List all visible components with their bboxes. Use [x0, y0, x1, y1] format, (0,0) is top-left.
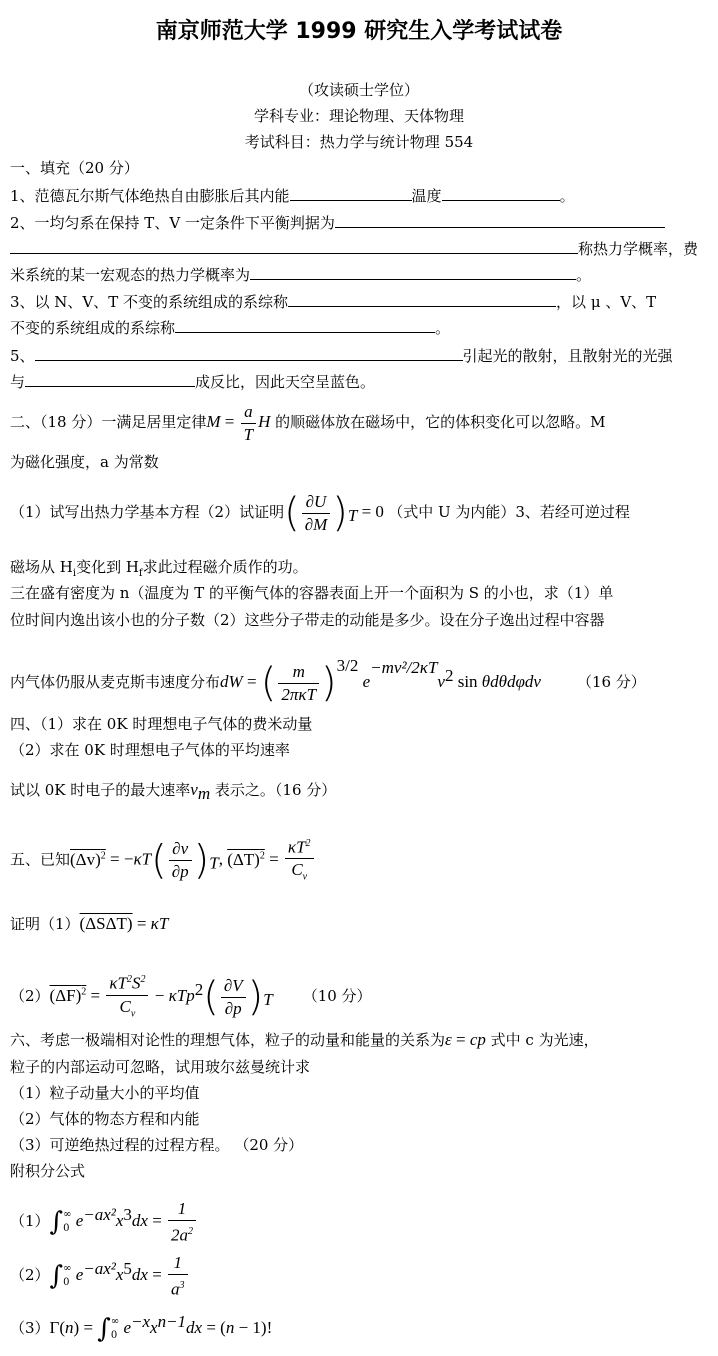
question-1-5-cont — [10, 371, 375, 392]
section-1-heading: 一、填充（20 分） — [10, 159, 139, 177]
question-1-2 — [10, 212, 665, 233]
answer-blank — [10, 238, 578, 254]
s2-text-g: 变化到 H — [76, 558, 139, 576]
s5-text-c: （2） — [10, 987, 50, 1005]
s5-text-b: 证明（1） — [10, 915, 80, 933]
q2-text-c: 米系统的某一宏观态的热力学概率为 — [10, 266, 251, 284]
section-6-item-3: （3）可逆绝热过程的过程方程。 （20 分） — [10, 1136, 304, 1154]
s2-text-f: 磁场从 H — [10, 558, 73, 576]
section-2-line1: 二、（18 分）一满足居里定律M = $\frac{a}{T}$ H 的顺磁体放在磁场中，它的体积变化可以忽略。M — [10, 401, 606, 444]
answer-blank — [175, 317, 435, 333]
s4-text-d: 表示之。（16 分） — [214, 781, 337, 799]
q2-text-b: 称热力学概率，费 — [578, 240, 699, 258]
s2-text-b: 的顺磁体放在磁场中，它的体积变化可以忽略。M — [275, 413, 606, 431]
exam-title: 南京师范大学 1999 研究生入学考试试卷 — [155, 19, 563, 44]
q5-text-b: 引起光的散射，且散射光的光强 — [462, 347, 673, 365]
section-6-item-2: （2）气体的物态方程和内能 — [10, 1110, 200, 1128]
integral-3-label: （3） — [10, 1319, 50, 1337]
section-5-proof-2: $(2)(\Delta F)^2$ = $\frac{\kappa T^2S^2}{C_v}$ − κTp$^2$( $\frac{\partial V}{\partial p}$ )$_T$ （10 分） — [10, 962, 372, 1018]
s5-score: （10 分） — [302, 987, 372, 1005]
integral-1-label: （1） — [10, 1212, 50, 1230]
dT-fraction: $\frac{\kappa T^2}{C_v}$ — [285, 833, 314, 889]
integral-2: （2）∫ ∞ 0 $e^{-ax^2}x^5dx$ = $\frac{1}{a^3}$ — [10, 1242, 190, 1296]
s3-text-c: 内气体仍服从麦克斯韦速度分布 — [10, 673, 221, 691]
q2-text-a: 2、一均匀系在保持 T、V 一定条件下平衡判据为 — [10, 214, 335, 232]
s2-text-d: （1）试写出热力学基本方程（2）试证明 — [10, 503, 285, 521]
s6-text-b: 式中 c 为光速， — [490, 1031, 599, 1049]
q3-text-d: 。 — [435, 319, 451, 337]
question-1-2-cont2 — [10, 264, 591, 285]
integral-2-result: $\frac{1}{a^3}$ — [168, 1252, 188, 1301]
section-3-line2: 位时间内逸出该小也的分子数（2）这些分子带走的动能是多少。设在分子逸出过程中容器 — [10, 611, 605, 629]
q5-text-c: 与 — [10, 373, 26, 391]
question-1-3 — [10, 291, 656, 312]
partial-derivative: $\frac{\partial U}{\partial M}$ — [302, 491, 331, 536]
question-1-3-cont — [10, 317, 450, 338]
s2-text-e: （式中 U 为内能）3、若经可逆过程 — [388, 503, 630, 521]
s6-text-a: 六、考虑一极端相对论性的理想气体，粒子的动量和能量的关系为 — [10, 1031, 446, 1049]
section-6-item-1: （1）粒子动量大小的平均值 — [10, 1084, 200, 1102]
section-2-line2: 为磁化强度，a 为常数 — [10, 453, 159, 471]
s3-score: （16 分） — [576, 673, 646, 691]
q3-text-c: 不变的系统组成的系综称 — [10, 319, 176, 337]
q1-text-a: 1、范德瓦尔斯气体绝热自由膨胀后其内能 — [10, 187, 290, 205]
section-4-line3: 试以 0K 时电子的最大速率$v_m$ 表示之。（16 分） — [10, 780, 337, 803]
s5-text-a: 五、已知 — [10, 850, 71, 869]
answer-blank — [25, 371, 195, 387]
answer-blank — [250, 264, 576, 280]
major-line: 学科专业：理论物理、天体物理 — [253, 107, 464, 125]
integral-3: （3）Γ(n) = ∫ ∞ 0 $e^{-x}x^{n-1}dx = (n - 1)$! — [10, 1312, 273, 1344]
degree-line: （攻读硕士学位） — [298, 81, 419, 99]
section-3-line1: 三在盛有密度为 n（温度为 T 的平衡气体的容器表面上开一个面积为 S 的小也，求（1）单 — [10, 584, 614, 602]
answer-blank — [35, 345, 463, 361]
section-5-proof-1: 证明（1）(ΔSΔT) = κT — [10, 914, 169, 933]
answer-blank — [288, 291, 556, 307]
question-1-5 — [10, 345, 673, 366]
dv-dp-fraction: $\frac{\partial v}{\partial p}$ — [169, 838, 192, 883]
s2-text-a: 二、（18 分）一满足居里定律 — [10, 413, 207, 431]
section-6-line1: 六、考虑一极端相对论性的理想气体，粒子的动量和能量的关系为ε = cp 式中 c 为光速， — [10, 1030, 599, 1049]
curie-fraction: $\frac{a}{T}$ — [241, 401, 256, 446]
section-2-line3: （1）试写出热力学基本方程（2）试证明( $\frac{\partial U}{\partial M}$ )$_T = 0$ （式中 U 为内能）3、若经可逆过程 — [10, 490, 630, 536]
section-2-line4: 磁场从 $H_i$变化到 $H_f$求此过程磁介质作的功。 — [10, 558, 308, 579]
maxwell-fraction: $\frac{m}{\text{2πκT}}$ — [278, 661, 319, 706]
q3-text-a: 3、以 N、V、T 不变的系统组成的系综称 — [10, 293, 289, 311]
section-4-line2: （2）求在 0K 时理想电子气体的平均速率 — [10, 741, 290, 759]
s2-text-h: 求此过程磁介质作的功。 — [142, 558, 308, 576]
subject-line: 考试科目：热力学与统计物理 554 — [244, 133, 474, 151]
integral-2-label: （2） — [10, 1266, 50, 1284]
section-5-given: 五、已知$(\Delta v)^2 = -\kappa T$( $\frac{\partial v}{\partial p}$ )$_T$, $(\Delta T)^2$ = $\frac{\kappa T^2}{C_v}$ — [10, 828, 316, 884]
s4-text-c: 试以 0K 时电子的最大速率 — [10, 781, 191, 799]
dF-fraction: $\frac{\kappa T^2S^2}{C_v}$ — [106, 969, 148, 1025]
answer-blank — [335, 212, 665, 228]
q1-text-b: 温度 — [411, 187, 442, 205]
answer-blank — [442, 185, 560, 201]
q3-text-b: ，以 μ 、V、T — [556, 293, 657, 311]
answer-blank — [290, 185, 412, 201]
dV-dp-fraction: $\frac{\partial V}{\partial p}$ — [221, 975, 246, 1020]
question-1-1 — [10, 185, 575, 206]
appendix-heading: 附积分公式 — [10, 1162, 86, 1180]
section-3-line3: 内气体仍服从麦克斯韦速度分布dW = ( $\frac{m}{\text{2πκT}}$ )$^{3/2}$ $e^{-mv^2/2\kappa T}v^2$ sin θdθdφdv （16 分） — [10, 656, 646, 706]
section-4-line1: 四、（1）求在 0K 时理想电子气体的费米动量 — [10, 715, 313, 733]
section-6-line2: 粒子的内部运动可忽略，试用玻尔兹曼统计求 — [10, 1058, 311, 1076]
integral-1-result: $\frac{1}{2a^2}$ — [168, 1198, 196, 1247]
q5-text-d: 成反比，因此天空呈蓝色。 — [195, 373, 376, 391]
integral-1: （1）∫ ∞ 0 $e^{-ax^2}x^3dx$ = $\frac{1}{2a^2}$ — [10, 1188, 198, 1242]
q1-text-c: 。 — [559, 187, 575, 205]
q5-text-a: 5、 — [10, 347, 35, 365]
q2-text-d: 。 — [576, 266, 592, 284]
question-1-2-cont — [10, 238, 698, 259]
